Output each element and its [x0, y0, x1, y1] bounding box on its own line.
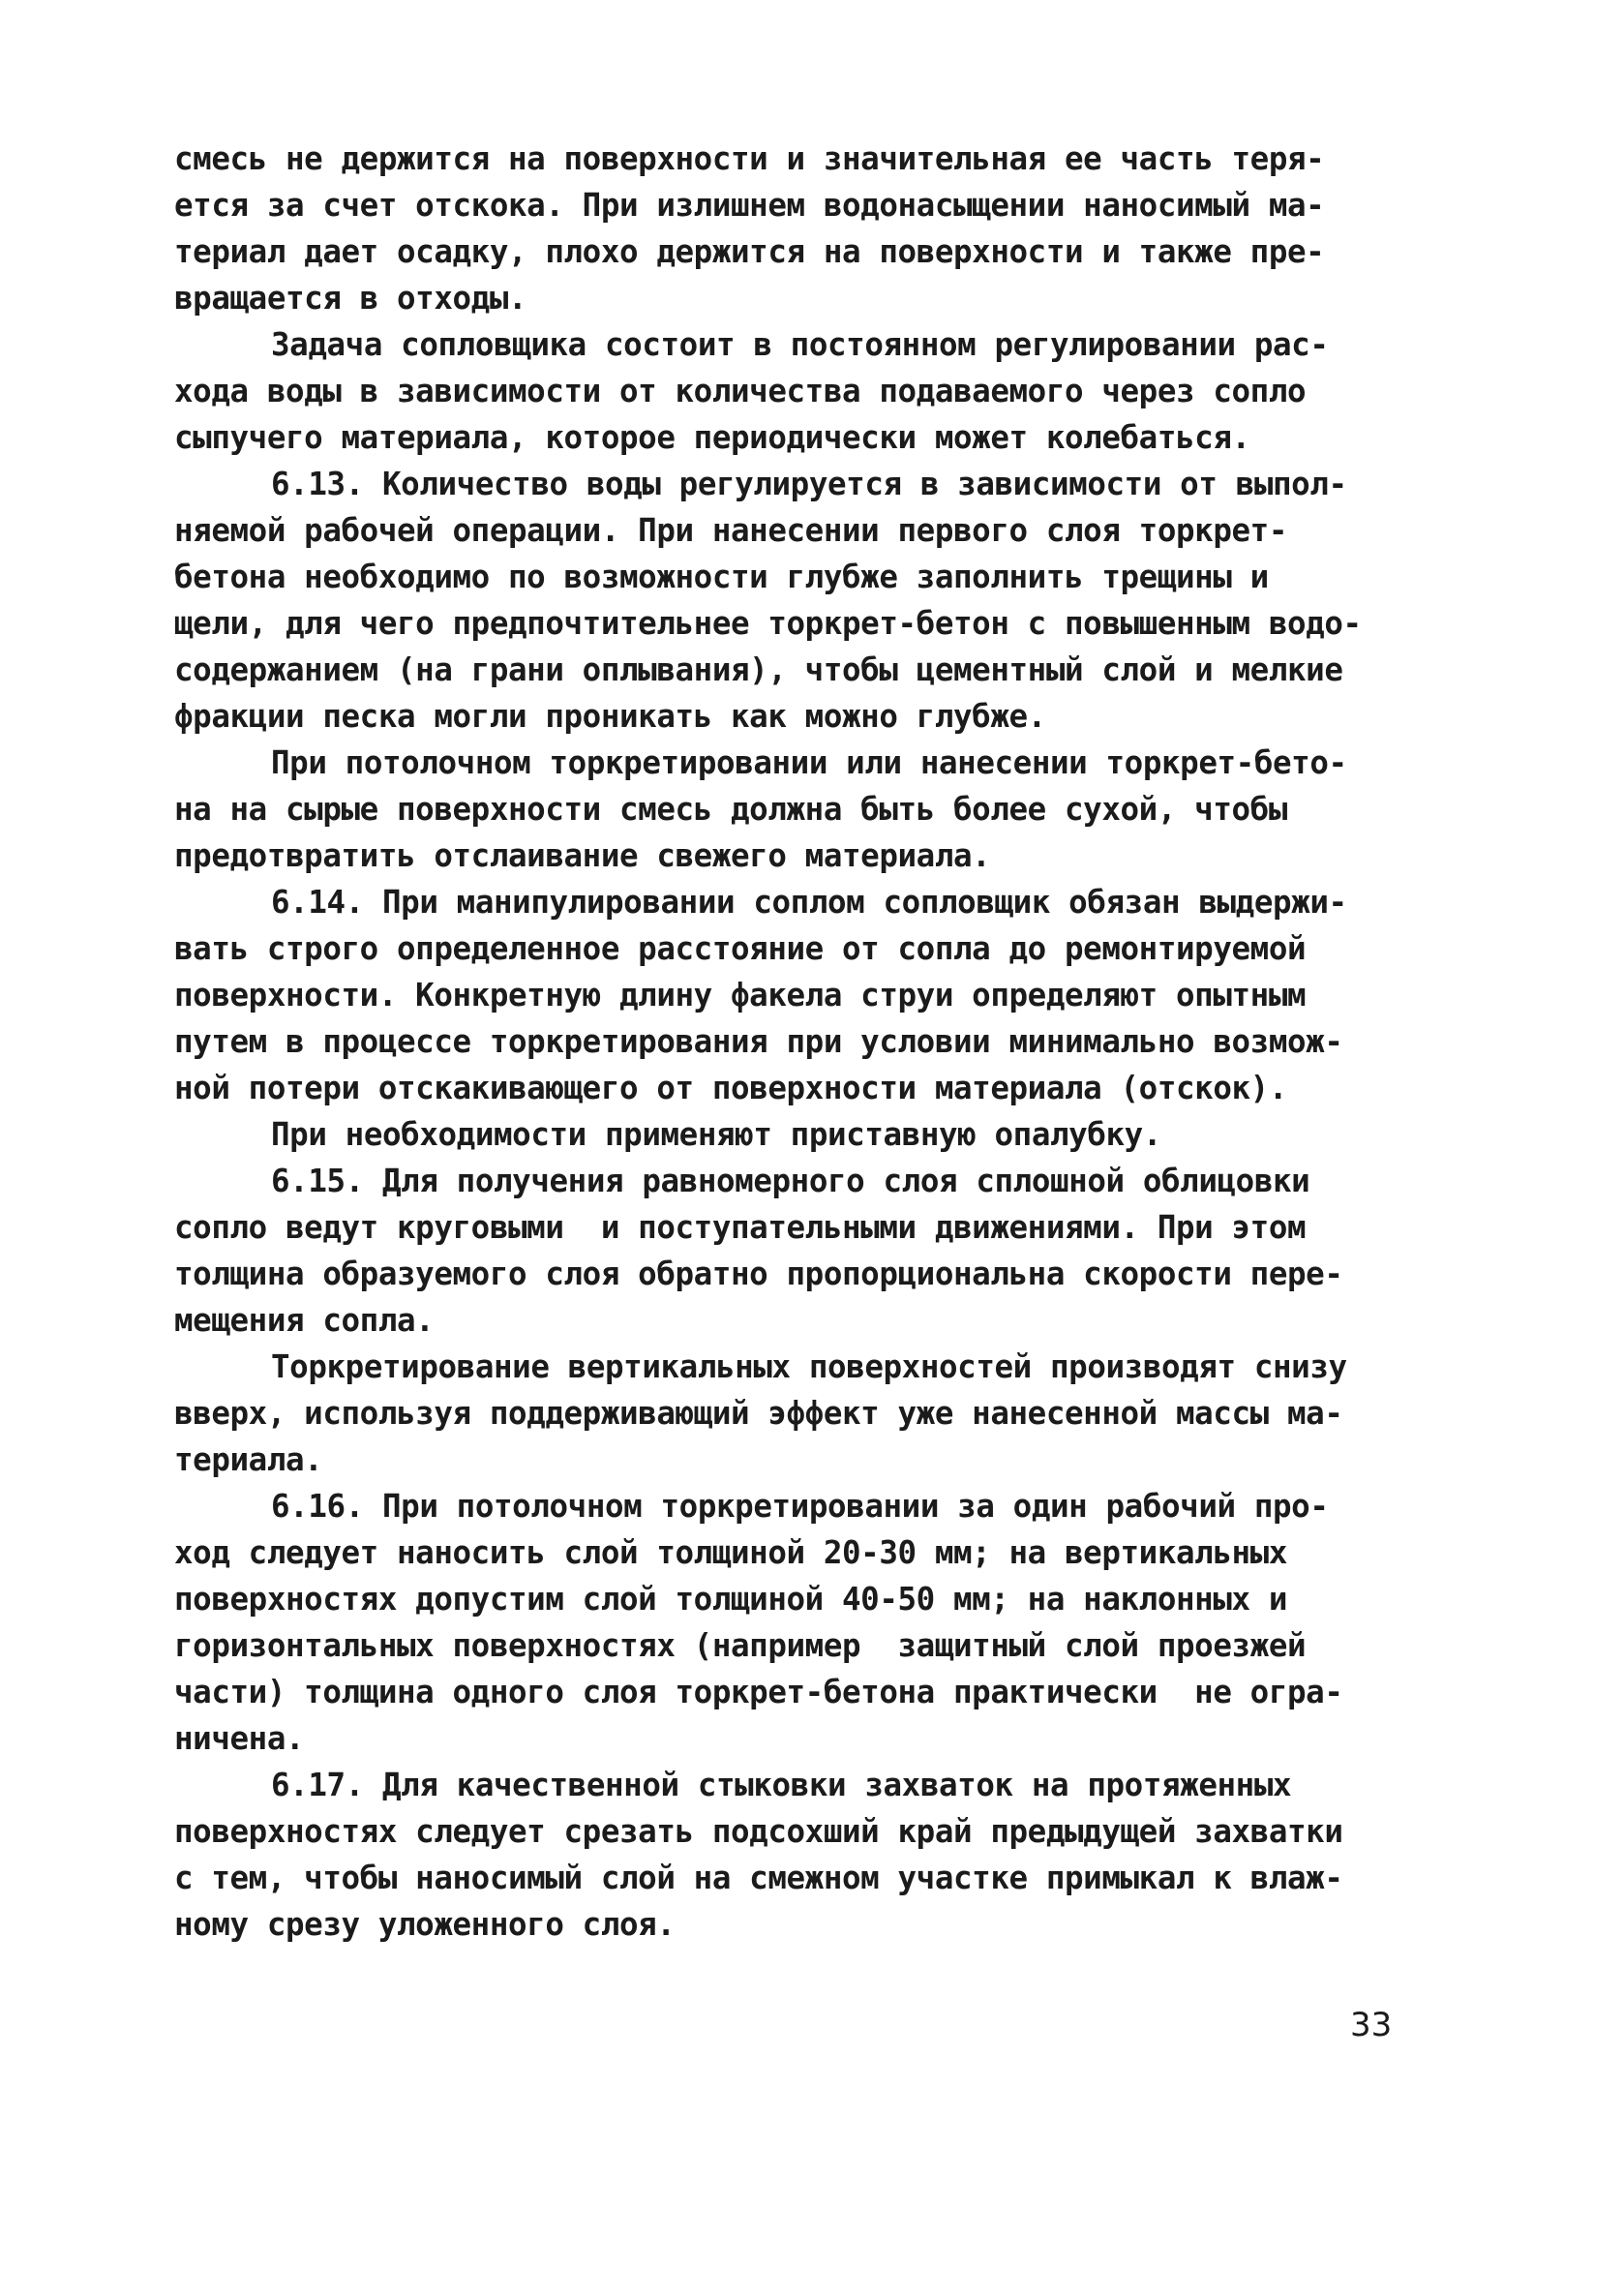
text-line: щели, для чего предпочтительнее торкрет-бетон с повышенным водо-	[174, 605, 1362, 642]
text-line: сопло ведут круговыми и поступательными движениями. При этом	[174, 1209, 1307, 1246]
text-line: Задача сопловщика состоит в постоянном регулировании рас-	[271, 326, 1329, 363]
text-line: вать строго определенное расстояние от сопла до ремонтируемой	[174, 930, 1307, 967]
text-line: 6.14. При манипулировании соплом сопловщик обязан выдержи-	[271, 884, 1347, 921]
body-text	[174, 136, 1394, 1948]
text-line: 6.17. Для качественной стыковки захваток на протяженных	[271, 1767, 1292, 1803]
text-line: поверхности. Конкретную длину факела струи определяют опытным	[174, 977, 1307, 1013]
text-line: вращается в отходы.	[174, 280, 527, 317]
text-line: смесь не держится на поверхности и значительная ее часть теря-	[174, 140, 1325, 177]
text-line: Торкретирование вертикальных поверхностей производят снизу	[271, 1348, 1347, 1385]
text-line: поверхностях допустим слой толщиной 40-50 мм; на наклонных и	[174, 1581, 1287, 1618]
text-line: фракции песка могли проникать как можно глубже.	[174, 698, 1046, 735]
text-line: ному срезу уложенного слоя.	[174, 1906, 676, 1943]
text-line: ется за счет отскока. При излишнем водонасыщении наносимый ма-	[174, 187, 1325, 224]
text-line: 6.15. Для получения равномерного слоя сплошной облицовки	[271, 1163, 1310, 1199]
text-line: териал дает осадку, плохо держится на поверхности и также пре-	[174, 233, 1325, 270]
text-line: толщина образуемого слоя обратно пропорциональна скорости пере-	[174, 1256, 1343, 1292]
text-line: предотвратить отслаивание свежего материала.	[174, 837, 991, 874]
text-line: ной потери отскакивающего от поверхности материала (отскок).	[174, 1070, 1287, 1106]
text-line: мещения сопла.	[174, 1302, 435, 1339]
text-line: При необходимости применяют приставную опалубку.	[271, 1116, 1161, 1153]
text-line: части) толщина одного слоя торкрет-бетона практически не огра-	[174, 1674, 1343, 1710]
text-line: териала.	[174, 1441, 323, 1478]
page-number: 33	[1350, 2006, 1393, 2044]
text-line: ничена.	[174, 1720, 305, 1757]
text-line: горизонтальных поверхностях (например защитный слой проезжей	[174, 1627, 1307, 1664]
text-line: ход следует наносить слой толщиной 20-30 мм; на вертикальных	[174, 1534, 1287, 1571]
text-line: 6.16. При потолочном торкретировании за один рабочий про-	[271, 1488, 1329, 1525]
text-line: сыпучего материала, которое периодически может колебаться.	[174, 419, 1250, 456]
text-line: хода воды в зависимости от количества подаваемого через сопло	[174, 373, 1307, 409]
text-line: 6.13. Количество воды регулируется в зависимости от выпол-	[271, 466, 1347, 502]
text-line: путем в процессе торкретирования при условии минимально возмож-	[174, 1023, 1343, 1060]
text-line: содержанием (на грани оплывания), чтобы цементный слой и мелкие	[174, 651, 1343, 688]
text-line: бетона необходимо по возможности глубже заполнить трещины и	[174, 559, 1269, 595]
text-line: на на сырые поверхности смесь должна быть более сухой, чтобы	[174, 791, 1287, 828]
text-line: няемой рабочей операции. При нанесении первого слоя торкрет-	[174, 512, 1287, 549]
text-line: поверхностях следует срезать подсохший край предыдущей захватки	[174, 1813, 1343, 1850]
text-line: с тем, чтобы наносимый слой на смежном участке примыкал к влаж-	[174, 1860, 1343, 1896]
text-line: вверх, используя поддерживающий эффект уже нанесенной массы ма-	[174, 1395, 1343, 1432]
text-line: При потолочном торкретировании или нанесении торкрет-бето-	[271, 744, 1347, 781]
